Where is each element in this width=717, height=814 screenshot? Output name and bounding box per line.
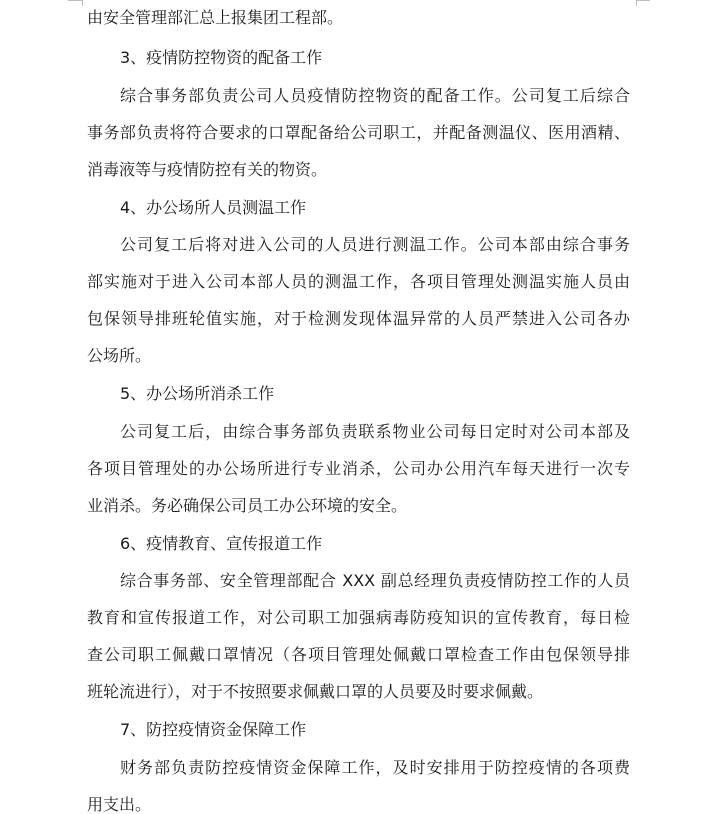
section-heading: 7、防控疫情资金保障工作 <box>120 720 307 739</box>
crop-mark <box>636 0 637 6</box>
paragraph-line: 班轮流进行），对于不按照要求佩戴口罩的人员要及时要求佩戴。 <box>87 682 544 701</box>
paragraph-line: 事务部负责将符合要求的口罩配备给公司职工，并配备测温仪、医用酒精、 <box>87 123 630 142</box>
paragraph-line: 教育和宣传报道工作，对公司职工加强病毒防疫知识的宣传教育，每日检 <box>87 608 630 627</box>
paragraph-line: 查公司职工佩戴口罩情况（各项目管理处佩戴口罩检查工作由包保领导排 <box>87 645 630 664</box>
crop-mark <box>82 0 83 6</box>
paragraph-line: 部实施对于进入公司本部人员的测温工作，各项目管理处测温实施人员由 <box>87 272 630 291</box>
paragraph-line: 各项目管理处的办公场所进行专业消杀，公司办公用汽车每天进行一次专 <box>87 459 630 478</box>
paragraph-line: 包保领导排班轮值实施，对于检测发现体温异常的人员严禁进入公司各办 <box>87 309 630 328</box>
paragraph-line: 业消杀。务必确保公司员工办公环境的安全。 <box>87 496 408 515</box>
paragraph-line: 用支出。 <box>87 795 152 814</box>
crop-mark <box>636 0 650 1</box>
section-heading: 3、疫情防控物资的配备工作 <box>120 48 323 67</box>
paragraph-line: 由安全管理部汇总上报集团工程部。 <box>87 8 344 27</box>
paragraph-line: 公场所。 <box>87 346 152 365</box>
section-heading: 5、办公场所消杀工作 <box>120 384 275 403</box>
paragraph-line: 综合事务部负责公司人员疫情防控物资的配备工作。公司复工后综合 <box>120 86 630 105</box>
paragraph-line: 公司复工后将对进入公司的人员进行测温工作。公司本部由综合事务 <box>120 235 630 254</box>
crop-mark <box>68 0 82 1</box>
paragraph-line: 财务部负责防控疫情资金保障工作，及时安排用于防控疫情的各项费 <box>120 758 630 777</box>
section-heading: 4、办公场所人员测温工作 <box>120 198 307 217</box>
paragraph-line: 综合事务部、安全管理部配合 XXX 副总经理负责疫情防控工作的人员 <box>120 571 630 590</box>
paragraph-line: 消毒液等与疫情防控有关的物资。 <box>87 160 328 179</box>
section-heading: 6、疫情教育、宣传报道工作 <box>120 534 323 553</box>
paragraph-line: 公司复工后，由综合事务部负责联系物业公司每日定时对公司本部及 <box>120 422 630 441</box>
